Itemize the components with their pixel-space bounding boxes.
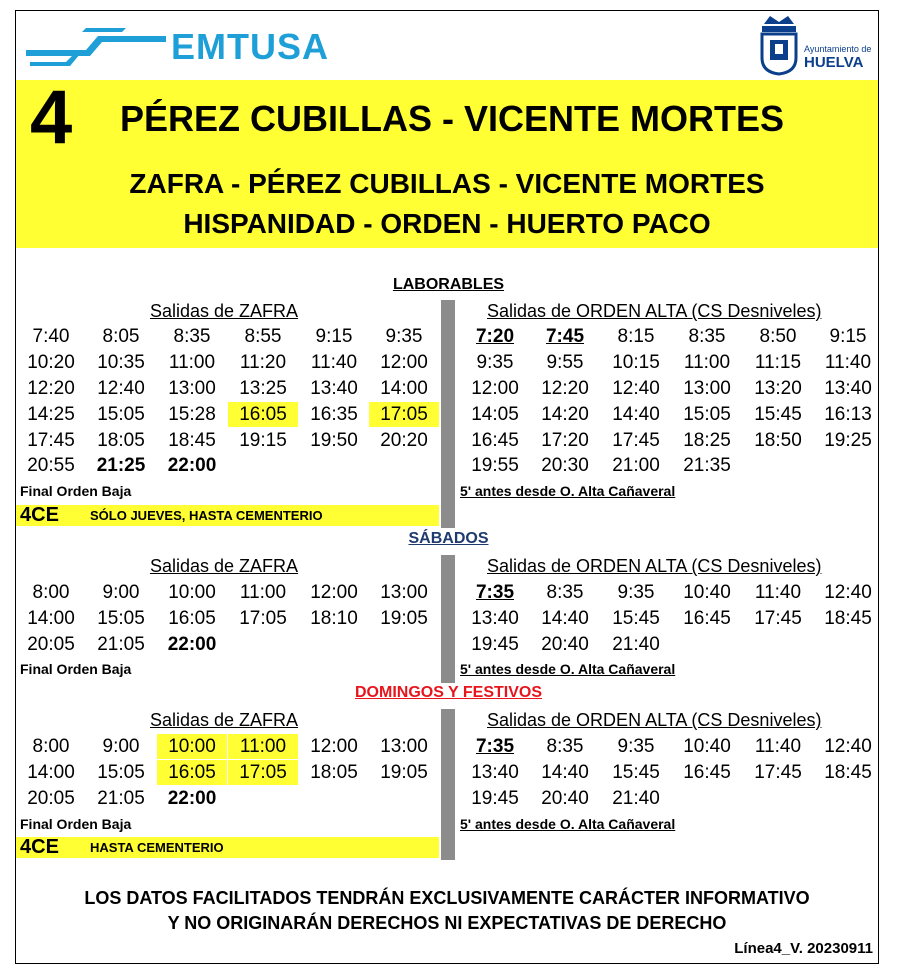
departure-time: 10:35 [97, 352, 145, 373]
departure-time: 20:20 [380, 430, 428, 451]
departure-time: 11:20 [239, 352, 287, 373]
departure-time: 19:25 [824, 430, 872, 451]
departure-time: 7:35 [475, 582, 515, 603]
council-logo [758, 14, 876, 76]
departure-time: 8:55 [244, 326, 282, 347]
departure-time: 20:40 [541, 634, 589, 655]
departure-time: 16:05 [228, 402, 298, 427]
cemetery-line-tag: 4CE [20, 836, 59, 858]
departure-time: 15:05 [97, 404, 145, 425]
right-note: 5' antes desde O. Alta Cañaveral [460, 483, 676, 499]
departure-time: 12:40 [824, 736, 872, 757]
departure-time: 10:00 [157, 734, 227, 759]
departure-time: 17:45 [612, 430, 660, 451]
departure-time: 11:15 [754, 352, 802, 373]
departure-time: 15:45 [754, 404, 802, 425]
right-departures-heading: Salidas de ORDEN ALTA (CS Desniveles) [487, 556, 822, 576]
departure-time: 7:40 [32, 326, 70, 347]
section-title: SÁBADOS [408, 530, 489, 547]
left-note: Final Orden Baja [20, 483, 132, 499]
left-note: Final Orden Baja [20, 661, 132, 677]
brand-name: EMTUSA [171, 26, 329, 67]
departure-time: 16:05 [168, 608, 216, 629]
departure-time: 11:00 [683, 352, 731, 373]
departure-time: 15:05 [97, 608, 145, 629]
departure-time: 15:28 [168, 404, 216, 425]
departure-time: 17:20 [541, 430, 589, 451]
departure-time: 8:00 [32, 736, 70, 757]
emtusa-arrow-icon [26, 28, 166, 68]
departure-time: 20:05 [27, 634, 75, 655]
departure-time: 20:30 [541, 455, 589, 476]
departure-time: 11:40 [310, 352, 358, 373]
left-note: Final Orden Baja [20, 816, 132, 832]
departure-time: 15:05 [97, 762, 145, 783]
departure-time: 13:00 [168, 378, 216, 399]
departure-time: 16:45 [471, 430, 519, 451]
version-label: Línea4_V. 20230911 [734, 940, 873, 957]
departure-time: 16:45 [683, 762, 731, 783]
departure-time: 17:45 [754, 608, 802, 629]
departure-time: 16:05 [157, 760, 227, 785]
departure-time: 19:50 [310, 430, 358, 451]
departure-time: 18:05 [97, 430, 145, 451]
route-stops-line-2: HISPANIDAD - ORDEN - HUERTO PACO [183, 208, 711, 239]
departure-time: 12:00 [380, 352, 428, 373]
departure-time: 12:20 [541, 378, 589, 399]
departure-time: 11:40 [754, 582, 802, 603]
right-departures-heading: Salidas de ORDEN ALTA (CS Desniveles) [487, 301, 822, 321]
departure-time: 21:05 [97, 788, 145, 809]
departure-time: 12:40 [97, 378, 145, 399]
departure-time: 13:00 [380, 736, 428, 757]
cemetery-service-bar [16, 837, 439, 858]
departure-time: 9:35 [385, 326, 423, 347]
departure-time: 12:00 [310, 582, 358, 603]
departure-time: 10:15 [612, 352, 660, 373]
departure-time: 16:35 [310, 404, 358, 425]
departure-time: 12:00 [471, 378, 519, 399]
departure-time: 18:45 [824, 762, 872, 783]
departure-time: 19:05 [380, 608, 428, 629]
departure-time: 13:25 [239, 378, 287, 399]
departure-time: 19:55 [471, 455, 519, 476]
departure-time: 18:05 [310, 762, 358, 783]
departure-time: 18:45 [824, 608, 872, 629]
departure-time: 8:35 [173, 326, 211, 347]
departure-time: 7:45 [545, 326, 585, 347]
departure-time: 16:13 [824, 404, 872, 425]
departure-time: 17:05 [369, 402, 439, 427]
departure-time: 9:55 [546, 352, 584, 373]
right-note: 5' antes desde O. Alta Cañaveral [460, 816, 676, 832]
departure-time: 12:20 [27, 378, 75, 399]
departure-time: 15:45 [612, 762, 660, 783]
departure-time: 13:00 [380, 582, 428, 603]
departure-time: 10:40 [683, 736, 731, 757]
emtusa-logo [26, 24, 356, 72]
departure-time: 20:05 [27, 788, 75, 809]
departure-time: 22:00 [167, 634, 217, 655]
departure-time: 22:00 [167, 455, 217, 476]
route-title: PÉREZ CUBILLAS - VICENTE MORTES [120, 98, 785, 139]
council-crest-icon [758, 14, 800, 76]
section-title: LABORABLES [392, 276, 505, 293]
departure-time: 13:00 [683, 378, 731, 399]
departure-time: 14:20 [541, 404, 589, 425]
left-departures-heading: Salidas de ZAFRA [150, 710, 299, 730]
departure-time: 10:20 [27, 352, 75, 373]
departure-time: 15:05 [683, 404, 731, 425]
departure-time: 8:35 [546, 582, 584, 603]
disclaimer-line-1: LOS DATOS FACILITADOS TENDRÁN EXCLUSIVAMENTE CARÁCTER INFORMATIVO [84, 888, 810, 908]
departure-time: 8:15 [617, 326, 655, 347]
departure-time: 18:45 [168, 430, 216, 451]
departure-time: 12:40 [824, 582, 872, 603]
departure-time: 18:25 [683, 430, 731, 451]
departure-time: 20:55 [27, 455, 75, 476]
departure-time: 14:40 [541, 608, 589, 629]
departure-time: 18:10 [310, 608, 358, 629]
departure-time: 21:00 [612, 455, 660, 476]
departure-time: 19:45 [471, 634, 519, 655]
departure-time: 9:15 [829, 326, 867, 347]
departure-time: 11:00 [228, 734, 298, 759]
departure-time: 21:40 [612, 634, 660, 655]
departure-time: 12:00 [310, 736, 358, 757]
departure-time: 13:20 [754, 378, 802, 399]
departure-time: 14:00 [27, 608, 75, 629]
departure-time: 8:00 [32, 582, 70, 603]
departure-time: 7:20 [475, 326, 515, 347]
departure-time: 11:00 [168, 352, 216, 373]
departure-time: 13:40 [824, 378, 872, 399]
left-departures-heading: Salidas de ZAFRA [150, 301, 299, 321]
departure-time: 16:45 [683, 608, 731, 629]
departure-time: 8:05 [102, 326, 140, 347]
departure-time: 18:50 [754, 430, 802, 451]
departure-time: 8:50 [759, 326, 797, 347]
right-departures-heading: Salidas de ORDEN ALTA (CS Desniveles) [487, 710, 822, 730]
departure-time: 19:15 [239, 430, 287, 451]
departure-time: 9:35 [476, 352, 514, 373]
departure-time: 11:00 [239, 582, 287, 603]
departure-time: 14:05 [471, 404, 519, 425]
cemetery-service-text: SÓLO JUEVES, HASTA CEMENTERIO [90, 508, 323, 523]
departure-time: 9:35 [617, 582, 655, 603]
left-departures-heading: Salidas de ZAFRA [150, 556, 299, 576]
disclaimer-line-2: Y NO ORIGINARÁN DERECHOS NI EXPECTATIVAS DE DERECHO [167, 913, 727, 933]
departure-time: 19:45 [471, 788, 519, 809]
departure-time: 7:35 [475, 736, 515, 757]
departure-time: 13:40 [471, 762, 519, 783]
departure-time: 19:05 [380, 762, 428, 783]
departure-time: 17:45 [754, 762, 802, 783]
departure-time: 8:35 [688, 326, 726, 347]
route-number: 4 [30, 75, 73, 160]
departure-time: 13:40 [310, 378, 358, 399]
departure-time: 9:00 [102, 582, 140, 603]
departure-time: 14:40 [612, 404, 660, 425]
departure-time: 21:35 [683, 455, 731, 476]
departure-time: 13:40 [471, 608, 519, 629]
departure-time: 21:40 [612, 788, 660, 809]
departure-time: 9:00 [102, 736, 140, 757]
cemetery-service-text: HASTA CEMENTERIO [90, 840, 224, 855]
departure-time: 8:35 [546, 736, 584, 757]
departure-time: 12:40 [612, 378, 660, 399]
route-stops-line-1: ZAFRA - PÉREZ CUBILLAS - VICENTE MORTES [129, 168, 765, 199]
departure-time: 10:00 [168, 582, 216, 603]
departure-time: 21:05 [97, 634, 145, 655]
departure-time: 9:15 [315, 326, 353, 347]
departure-time: 14:00 [380, 378, 428, 399]
cemetery-line-tag: 4CE [20, 504, 59, 526]
departure-time: 10:40 [683, 582, 731, 603]
departure-time: 20:40 [541, 788, 589, 809]
departure-time: 14:40 [541, 762, 589, 783]
departure-time: 15:45 [612, 608, 660, 629]
departure-time: 11:40 [824, 352, 872, 373]
departure-time: 22:00 [167, 788, 217, 809]
departure-time: 17:05 [228, 760, 298, 785]
column-separator [441, 709, 455, 860]
council-caption: Ayuntamiento de [804, 44, 872, 54]
departure-time: 14:00 [27, 762, 75, 783]
departure-time: 17:05 [239, 608, 287, 629]
departure-time: 17:45 [27, 430, 75, 451]
departure-time: 9:35 [617, 736, 655, 757]
departure-time: 11:40 [754, 736, 802, 757]
section-title: DOMINGOS Y FESTIVOS [355, 684, 542, 701]
column-separator [441, 555, 455, 683]
departure-time: 14:25 [27, 404, 75, 425]
departure-time: 21:25 [96, 455, 146, 476]
council-name: HUELVA [804, 54, 864, 71]
right-note: 5' antes desde O. Alta Cañaveral [460, 661, 676, 677]
column-separator [441, 300, 455, 528]
